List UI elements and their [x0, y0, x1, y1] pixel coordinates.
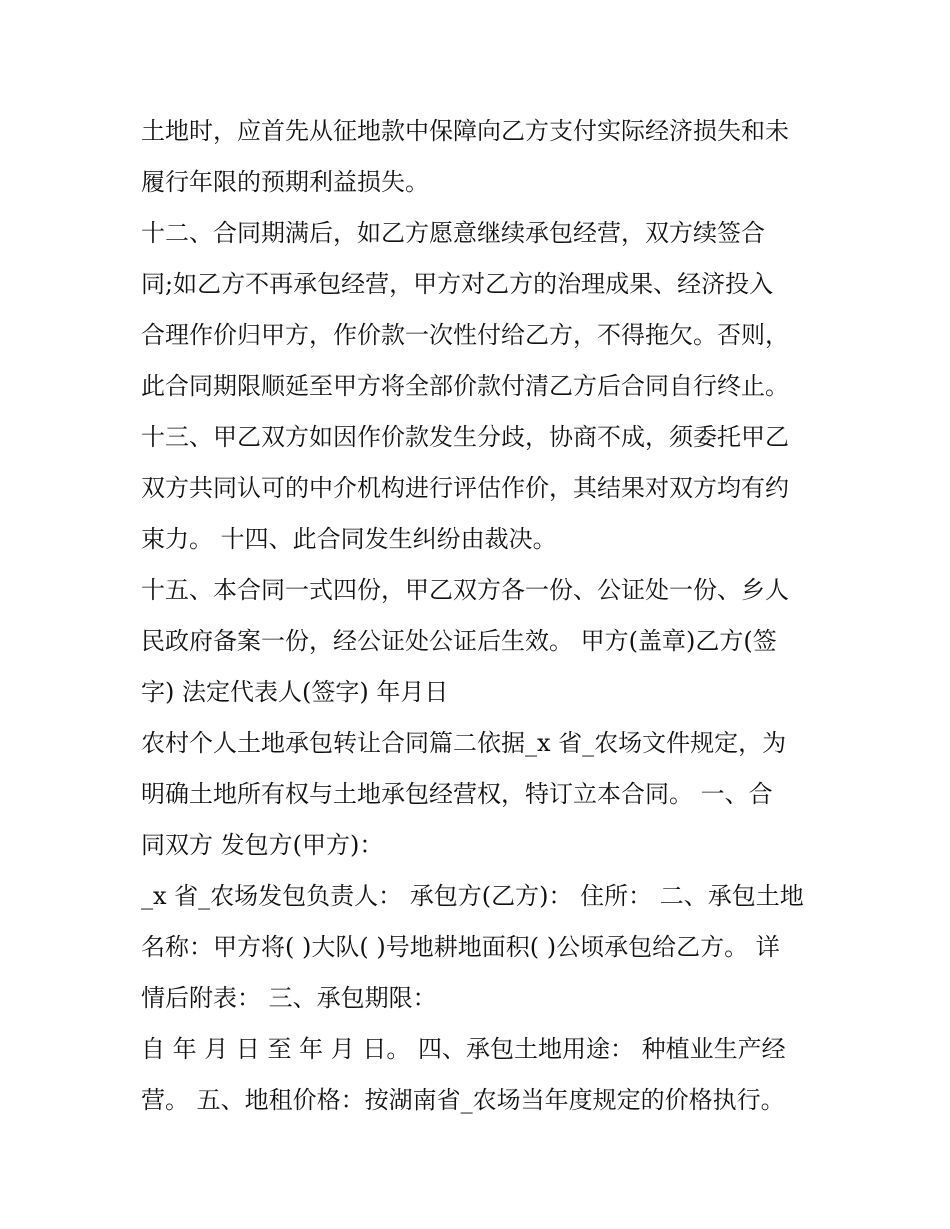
text-line: 束力。 十四、此合同发生纠纷由裁决。: [141, 525, 557, 553]
text-line: 民政府备案一份，经公证处公证后生效。 甲方(盖章)乙方(签: [141, 627, 777, 655]
text-line: 合理作价归甲方，作价款一次性付给乙方，不得拖欠。否则，: [141, 321, 789, 349]
text-line: 土地时，应首先从征地款中保障向乙方支付实际经济损失和未: [141, 117, 789, 145]
text-line: _x 省_农场发包负责人： 承包方(乙方)： 住所： 二、承包土地: [141, 882, 804, 910]
text-line: 履行年限的预期利益损失。: [141, 168, 429, 196]
text-line: 此合同期限顺延至甲方将全部价款付清乙方后合同自行终止。: [141, 372, 789, 400]
text-line: 明确土地所有权与土地承包经营权，特订立本合同。 一、合: [141, 780, 773, 808]
text-line: 情后附表： 三、承包期限：: [141, 984, 437, 1012]
contract-text: [141, 106, 821, 1126]
text-line: 十三、甲乙双方如因作价款发生分歧，协商不成，须委托甲乙: [141, 423, 789, 451]
text-line: 同;如乙方不再承包经营，甲方对乙方的治理成果、经济投入: [141, 270, 774, 298]
text-line: 双方共同认可的中介机构进行评估作价，其结果对双方均有约: [141, 474, 789, 502]
text-line: 营。 五、地租价格：按湖南省_农场当年度规定的价格执行。: [141, 1086, 785, 1114]
text-line: 十五、本合同一式四份，甲乙双方各一份、公证处一份、乡人: [141, 576, 789, 604]
text-line: 十二、合同期满后，如乙方愿意继续承包经营，双方续签合: [141, 219, 765, 247]
text-line: 名称：甲方将( )大队( )号地耕地面积( )公顷承包给乙方。 详: [141, 933, 780, 961]
text-line: 农村个人土地承包转让合同篇二依据_x 省_农场文件规定，为: [141, 729, 787, 757]
text-line: 自 年 月 日 至 年 月 日。 四、承包土地用途： 种植业生产经: [141, 1035, 786, 1063]
text-line: 同双方 发包方(甲方)：: [141, 831, 384, 859]
text-line: 字) 法定代表人(签字) 年月日: [141, 678, 449, 706]
